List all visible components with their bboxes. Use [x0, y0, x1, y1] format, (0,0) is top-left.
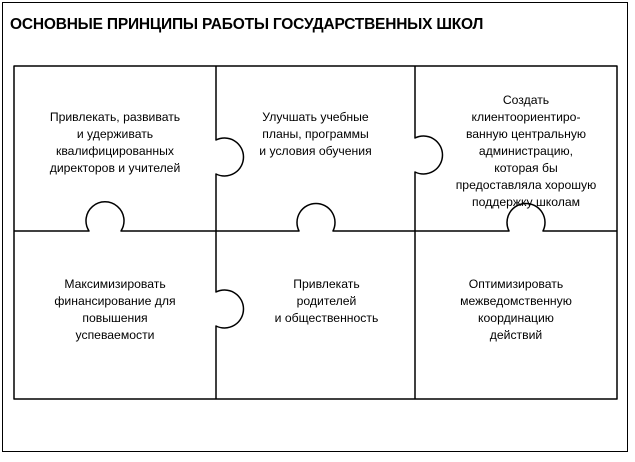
divider-row-col2 [216, 204, 415, 231]
piece-funding: Максимизировать финансирование для повышения успеваемости [54, 277, 176, 342]
piece-curriculum: Улучшать учебные планы, программы и условия обучения [259, 110, 372, 158]
divider-row-col1 [14, 202, 216, 231]
piece-parents: Привлекать родителей и общественность [274, 277, 379, 325]
piece-coordination: Оптимизировать межведомственную координацию действий [460, 277, 572, 342]
diagram-title: ОСНОВНЫЕ ПРИНЦИПЫ РАБОТЫ ГОСУДАРСТВЕННЫХ ШКОЛ [10, 16, 484, 33]
piece-administration: Создать клиентоориентиро- ванную центральную администрацию, которая бы предоставляла хорошую поддержку школам [455, 93, 597, 209]
piece-staff: Привлекать, развивать и удерживать квалифицированных директоров и учителей [49, 110, 181, 175]
